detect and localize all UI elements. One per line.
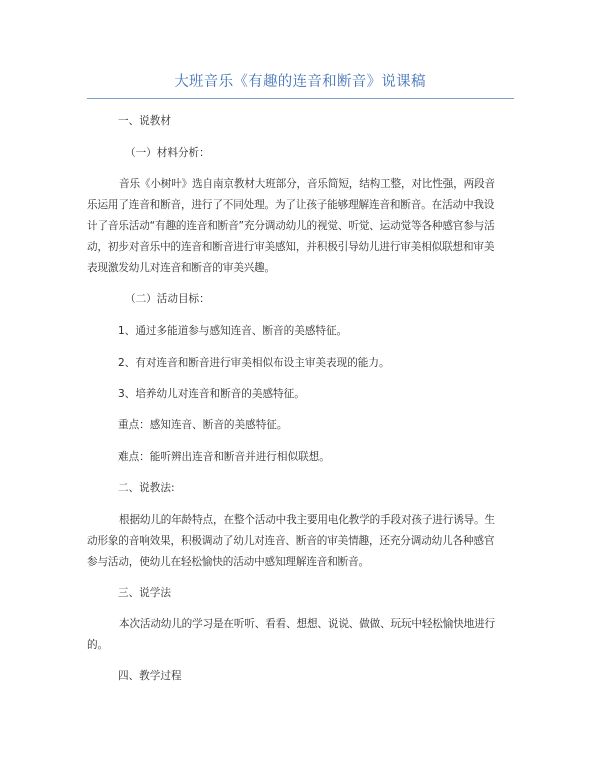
paragraph-line: 参与活动，使幼儿在轻松愉快的活动中感知理解连音和断音。 bbox=[87, 556, 369, 568]
paragraph-line: 的。 bbox=[87, 639, 108, 651]
section-heading: 二、说教法: bbox=[118, 482, 175, 494]
section-heading: 四、教学过程 bbox=[118, 670, 182, 682]
title-divider bbox=[87, 98, 514, 99]
paragraph-line: 音乐《小树叶》选自南京教材大班部分，音乐简短，结构工整，对比性强，两段音 bbox=[119, 178, 495, 190]
paragraph-line: 动，初步对音乐中的连音和断音进行审美感知，并积极引导幼儿进行审美相似联想和审美 bbox=[87, 241, 495, 253]
goal-item: 1、通过多能道参与感知连音、断音的美感特征。 bbox=[118, 325, 348, 337]
paragraph-line: 计了音乐活动“有趣的连音和断音”充分调动幼儿的视觉、听觉、运动觉等各种感官参与活 bbox=[87, 220, 495, 232]
difficulty-point: 难点：能听辨出连音和断音并进行相似联想。 bbox=[118, 451, 330, 463]
paragraph-line: 表现激发幼儿对连音和断音的审美兴趣。 bbox=[87, 262, 275, 274]
subsection-heading: （二）活动目标： bbox=[125, 293, 210, 305]
paragraph-line: 乐运用了连音和断音，进行了不同处理。为了让孩子能够理解连音和断音。在活动中我设 bbox=[87, 199, 495, 211]
section-heading: 一、说教材 bbox=[118, 115, 171, 127]
goal-item: 3、培养幼儿对连音和断音的美感特征。 bbox=[118, 388, 305, 400]
goal-item: 2、有对连音和断音进行审美相似布设主审美表现的能力。 bbox=[118, 357, 390, 369]
key-point: 重点：感知连音、断音的美感特征。 bbox=[118, 419, 288, 431]
paragraph-line: 本次活动幼儿的学习是在听听、看看、想想、说说、做做、玩玩中轻松愉快地进行 bbox=[119, 618, 495, 630]
section-heading: 三、说学法 bbox=[118, 587, 171, 599]
paragraph-line: 动形象的音响效果，积极调动了幼儿对连音、断音的审美情趣，还充分调动幼儿各种感官 bbox=[87, 535, 495, 547]
subsection-heading: （一）材料分析： bbox=[125, 147, 210, 159]
paragraph-line: 根据幼儿的年龄特点，在整个活动中我主要用电化教学的手段对孩子进行诱导。生 bbox=[119, 514, 495, 526]
document-title: 大班音乐《有趣的连音和断音》说课稿 bbox=[174, 74, 426, 90]
